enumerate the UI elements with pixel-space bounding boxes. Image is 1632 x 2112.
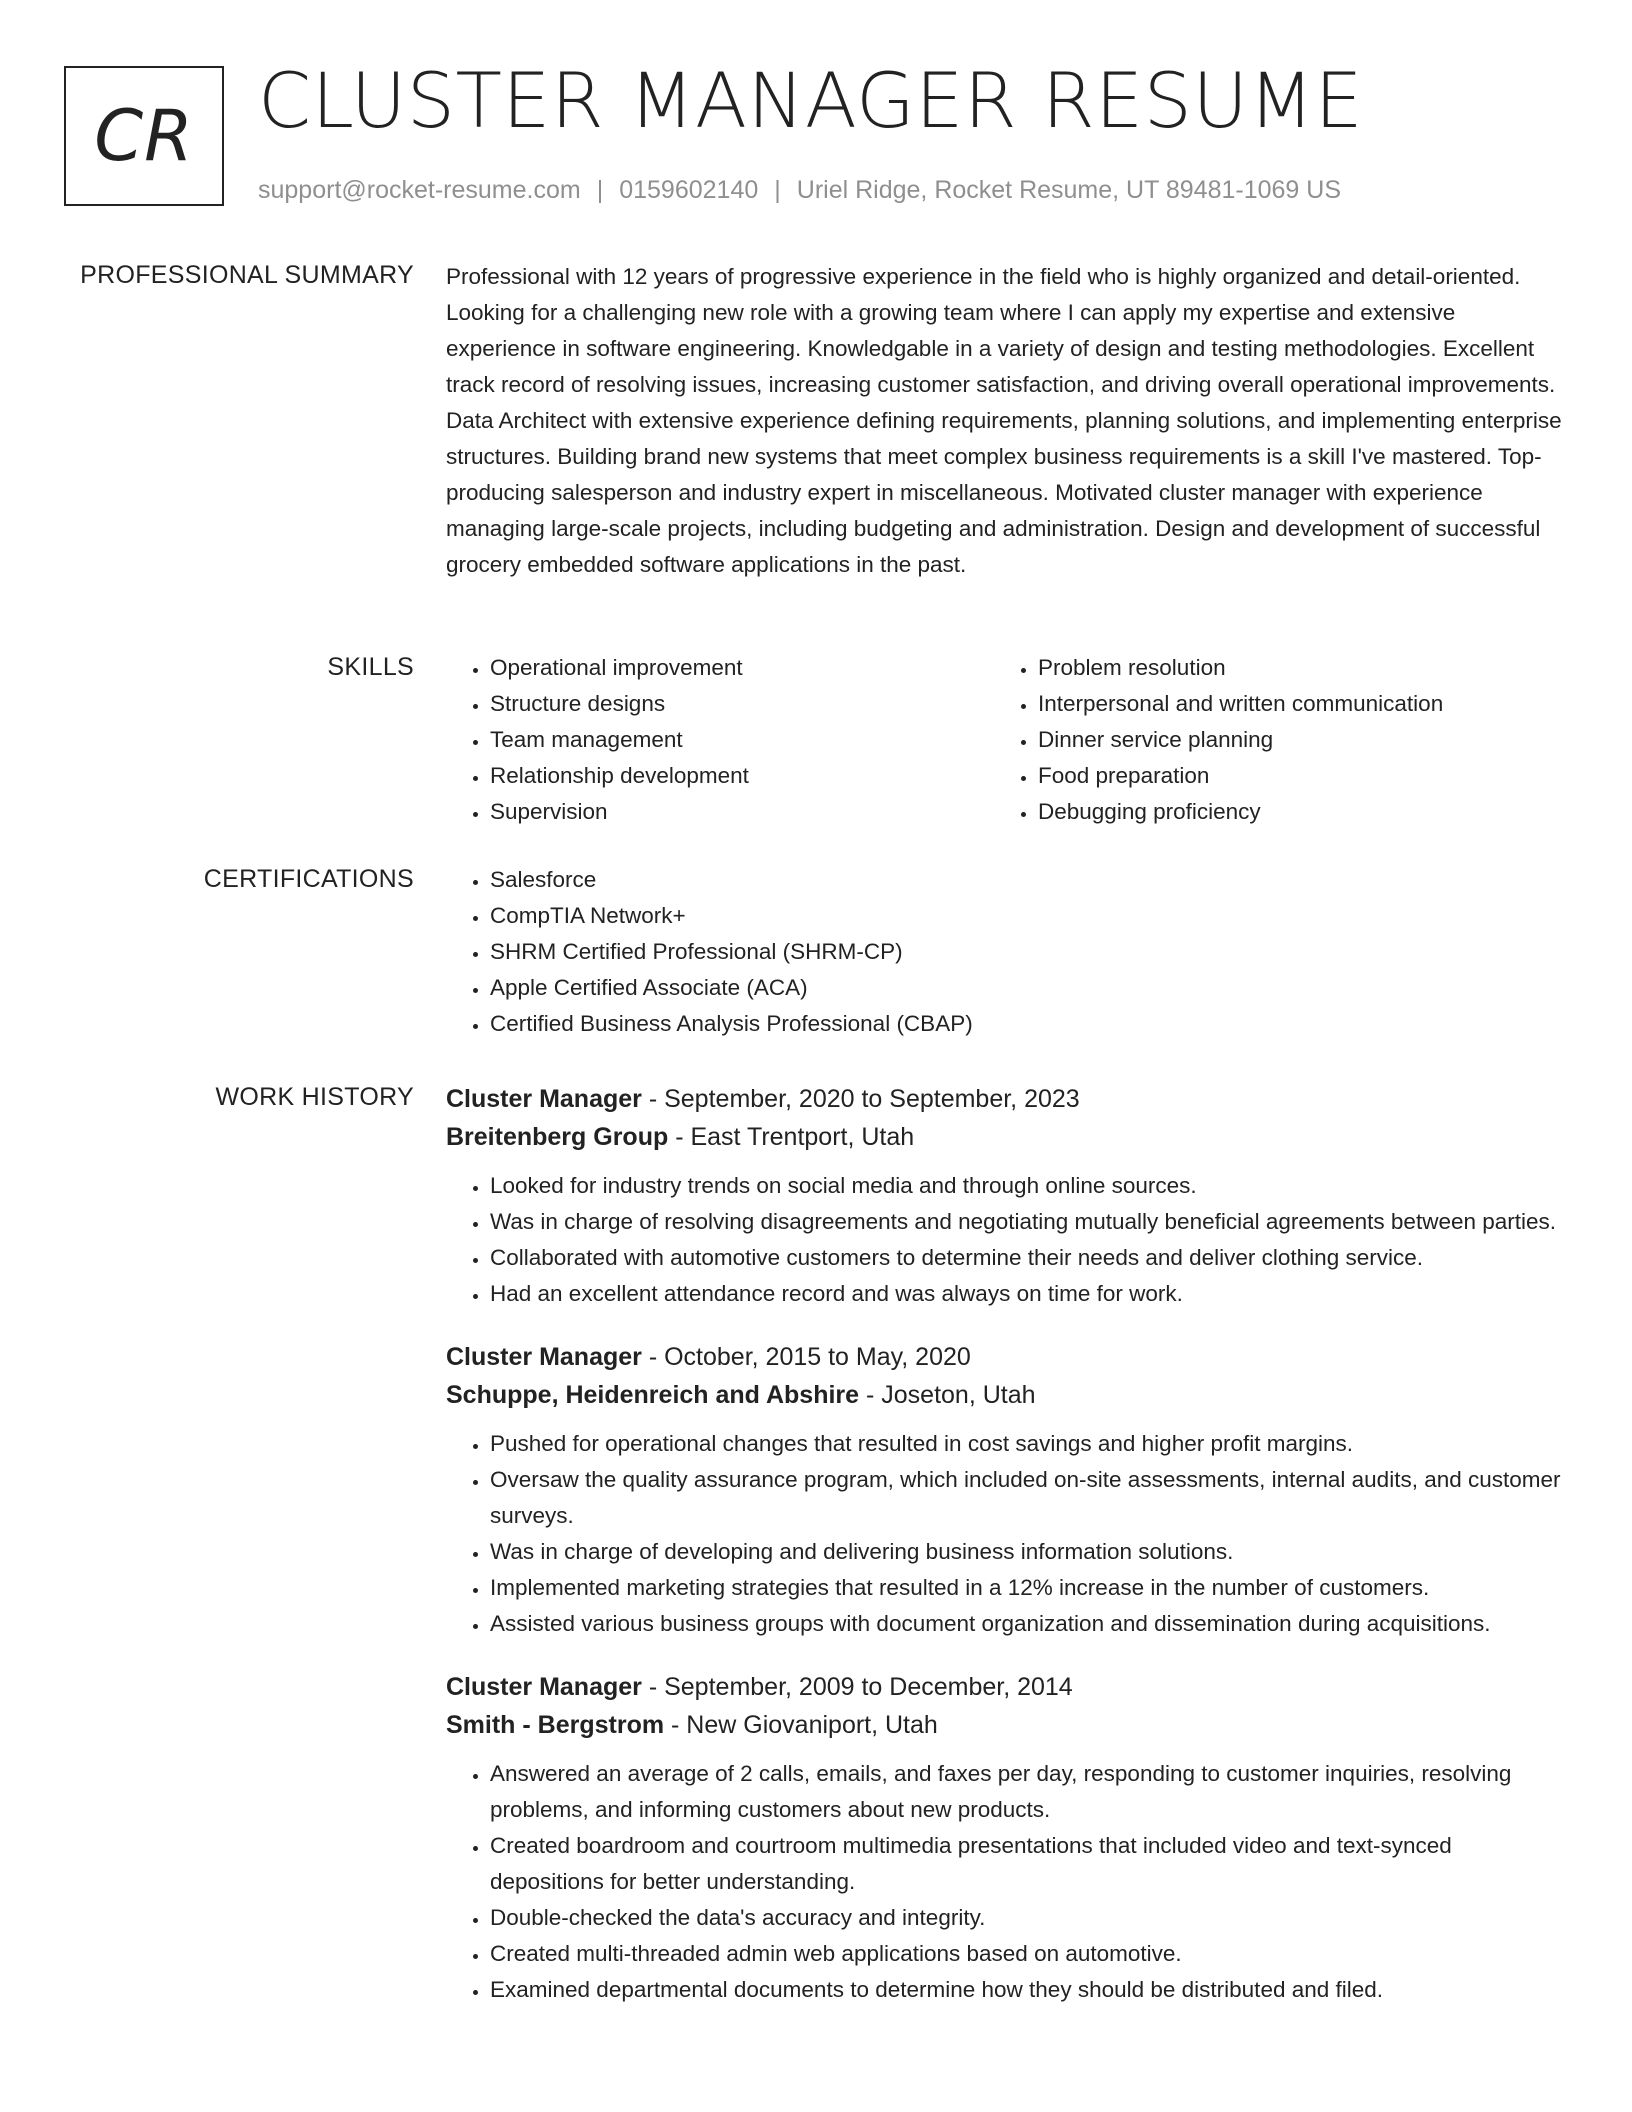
job-duty: • Had an excellent attendance record and was always on time for work. — [490, 1276, 1566, 1312]
section-heading: CERTIFICATIONS — [203, 865, 414, 893]
job-location: - Joseton, Utah — [859, 1381, 1036, 1409]
job-title: Cluster Manager — [446, 1085, 642, 1113]
job-title-line — [446, 1668, 1566, 1706]
job-location: - East Trentport, Utah — [668, 1123, 915, 1151]
contact-line — [258, 174, 1341, 206]
contact-address: Uriel Ridge, Rocket Resume, UT 89481-1069 US — [796, 176, 1342, 204]
skills-list-right — [994, 650, 1542, 830]
contact-phone[interactable]: 0159602140 — [619, 176, 759, 204]
job-duty: • Implemented marketing strategies that resulted in a 12% increase in the number of customers. — [490, 1570, 1566, 1606]
skill-item: • Relationship development — [490, 758, 994, 794]
monogram-logo — [64, 66, 224, 206]
section-heading: WORK HISTORY — [215, 1083, 414, 1111]
work-history-body — [446, 1080, 1566, 2034]
job-duty: • Was in charge of resolving disagreements and negotiating mutually beneficial agreements between parties. — [490, 1204, 1566, 1240]
section-heading: PROFESSIONAL SUMMARY — [80, 261, 414, 289]
contact-separator: | — [774, 176, 781, 204]
job-duty: • Created multi-threaded admin web applications based on automotive. — [490, 1936, 1566, 1972]
skill-item: • Operational improvement — [490, 650, 994, 686]
resume-title: CLUSTER MANAGER RESUME — [258, 56, 1364, 145]
job-company: Schuppe, Heidenreich and Abshire — [446, 1381, 860, 1409]
job-title-line — [446, 1338, 1566, 1376]
summary-body — [446, 258, 1566, 583]
skills-column-right — [994, 650, 1542, 830]
job-duty: • Was in charge of developing and delivering business information solutions. — [490, 1534, 1566, 1570]
job-entry — [446, 1668, 1566, 2008]
certification-item: • SHRM Certified Professional (SHRM-CP) — [490, 934, 1566, 970]
job-company: Smith - Bergstrom — [446, 1711, 665, 1739]
skill-item: • Supervision — [490, 794, 994, 830]
skill-item: • Food preparation — [1038, 758, 1542, 794]
skill-item: • Problem resolution — [1038, 650, 1542, 686]
job-company-line — [446, 1376, 1566, 1414]
job-title: Cluster Manager — [446, 1673, 642, 1701]
job-duty: • Oversaw the quality assurance program, which included on-site assessments, internal audits, and customer surveys. — [490, 1462, 1566, 1534]
contact-email[interactable]: support@rocket-resume.com — [258, 176, 581, 204]
job-duty: • Collaborated with automotive customers to determine their needs and deliver clothing service. — [490, 1240, 1566, 1276]
skill-item: • Structure designs — [490, 686, 994, 722]
certification-item: • Certified Business Analysis Professional (CBAP) — [490, 1006, 1566, 1042]
job-dates: - September, 2009 to December, 2014 — [641, 1673, 1073, 1701]
job-duties-list — [446, 1426, 1566, 1642]
job-duty: • Looked for industry trends on social media and through online sources. — [490, 1168, 1566, 1204]
skills-grid — [446, 650, 1546, 830]
skill-item: • Debugging proficiency — [1038, 794, 1542, 830]
job-title-line — [446, 1080, 1566, 1118]
skills-list-left — [446, 650, 994, 830]
job-company-line — [446, 1706, 1566, 1744]
monogram-initials: CR — [94, 95, 194, 177]
job-duties-list — [446, 1168, 1566, 1312]
job-duty: • Examined departmental documents to determine how they should be distributed and filed. — [490, 1972, 1566, 2008]
job-duties-list — [446, 1756, 1566, 2008]
certification-item: • CompTIA Network+ — [490, 898, 1566, 934]
certifications-list — [446, 862, 1566, 1042]
job-company: Breitenberg Group — [446, 1123, 669, 1151]
job-entry — [446, 1080, 1566, 1312]
certification-item: • Salesforce — [490, 862, 1566, 898]
contact-separator: | — [596, 176, 604, 204]
skill-item: • Team management — [490, 722, 994, 758]
job-duty: • Answered an average of 2 calls, emails, and faxes per day, responding to customer inquiries, resolving problems, and informing customers about new products. — [490, 1756, 1566, 1828]
job-duty: • Created boardroom and courtroom multimedia presentations that included video and text-synced depositions for better understanding. — [490, 1828, 1566, 1900]
job-title: Cluster Manager — [446, 1343, 642, 1371]
skills-column-left — [446, 650, 994, 830]
job-company-line — [446, 1118, 1566, 1156]
certifications-body — [446, 862, 1566, 1042]
section-heading: SKILLS — [327, 653, 414, 681]
summary-text: Professional with 12 years of progressive experience in the field who is highly organized and detail-oriented. Looking for a challenging new role with a growing team where I can apply my expertise and extensive experience in software engineering. Knowledgable in a variety of design and testing methodologies. Excellent track record of resolving issues, increasing customer satisfaction, and driving overall operational improvements. Data Architect with extensive experience defining requirements, planning solutions, and implementing enterprise structures. Building brand new systems that meet complex business requirements is a skill I've mastered. Top-producing salesperson and industry expert in miscellaneous. Motivated cluster manager with experience managing large-scale projects, including budgeting and administration. Design and development of successful grocery embedded software applications in the past. — [446, 264, 1562, 577]
job-duty: • Pushed for operational changes that resulted in cost savings and higher profit margins. — [490, 1426, 1566, 1462]
skill-item: • Interpersonal and written communication — [1038, 686, 1542, 722]
job-duty: • Assisted various business groups with document organization and dissemination during acquisitions. — [490, 1606, 1566, 1642]
job-dates: - September, 2020 to September, 2023 — [641, 1085, 1080, 1113]
skill-item: • Dinner service planning — [1038, 722, 1542, 758]
job-duty: • Double-checked the data's accuracy and integrity. — [490, 1900, 1566, 1936]
job-entry — [446, 1338, 1566, 1642]
skills-body — [446, 650, 1566, 830]
job-location: - New Giovaniport, Utah — [664, 1711, 938, 1739]
certification-item: • Apple Certified Associate (ACA) — [490, 970, 1566, 1006]
job-dates: - October, 2015 to May, 2020 — [641, 1343, 971, 1371]
